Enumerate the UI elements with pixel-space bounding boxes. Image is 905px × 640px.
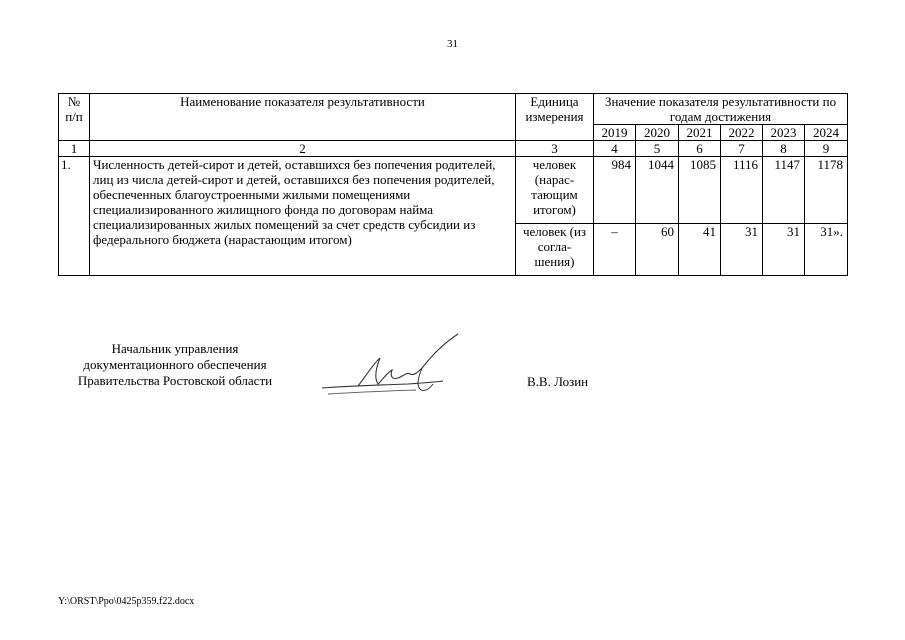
value-cell: 31». — [805, 224, 848, 276]
signer-name: В.В. Лозин — [527, 374, 589, 389]
indicator-name: Численность детей-сирот и детей, оставшихся без попечения родителей, лиц из числа детей-сирот и детей, оставшихся без попечения родителей, обеспеченных благоустроенными жилыми помещениями специализированного жилищного фонда по договорам найма специализированных жилых помещений за счет средств субсидии из федерального бюджета (нарастающим итогом) — [90, 157, 516, 276]
column-number: 9 — [805, 141, 848, 157]
signer-position: Начальник управления документационного обеспечения Правительства Ростовской области — [77, 341, 273, 388]
column-number: 5 — [636, 141, 679, 157]
unit-cell: человек (нарас-тающим итогом) — [516, 157, 594, 224]
header-row-1 — [59, 94, 848, 125]
file-path: Y:\ORST\Ppo\0425p359.f22.docx — [58, 596, 195, 607]
header-year: 2024 — [805, 125, 848, 141]
header-year: 2019 — [594, 125, 636, 141]
column-number: 8 — [763, 141, 805, 157]
header-year: 2020 — [636, 125, 679, 141]
column-number: 2 — [90, 141, 516, 157]
column-number: 7 — [721, 141, 763, 157]
page-number: 31 — [447, 38, 458, 50]
header-year: 2021 — [679, 125, 721, 141]
value-cell: 1044 — [636, 157, 679, 224]
indicators-table — [58, 93, 848, 276]
value-cell: 1178 — [805, 157, 848, 224]
value-cell: 1147 — [763, 157, 805, 224]
column-number: 3 — [516, 141, 594, 157]
column-number-row — [59, 141, 848, 157]
header-year: 2023 — [763, 125, 805, 141]
column-number: 4 — [594, 141, 636, 157]
header-year: 2022 — [721, 125, 763, 141]
column-number: 1 — [59, 141, 90, 157]
value-cell: 984 — [594, 157, 636, 224]
value-cell: – — [594, 224, 636, 276]
value-cell: 1085 — [679, 157, 721, 224]
header-unit: Единица измерения — [516, 94, 594, 141]
column-number: 6 — [679, 141, 721, 157]
handwritten-signature — [318, 328, 478, 403]
value-cell: 31 — [763, 224, 805, 276]
unit-cell: человек (из согла-шения) — [516, 224, 594, 276]
value-cell: 1116 — [721, 157, 763, 224]
row-number: 1. — [59, 157, 90, 276]
header-indicator-name: Наименование показателя результативности — [90, 94, 516, 141]
header-number: № п/п — [59, 94, 90, 141]
table-row — [59, 157, 848, 224]
value-cell: 31 — [721, 224, 763, 276]
value-cell: 41 — [679, 224, 721, 276]
header-value-group: Значение показателя результативности по годам достижения — [594, 94, 848, 125]
value-cell: 60 — [636, 224, 679, 276]
